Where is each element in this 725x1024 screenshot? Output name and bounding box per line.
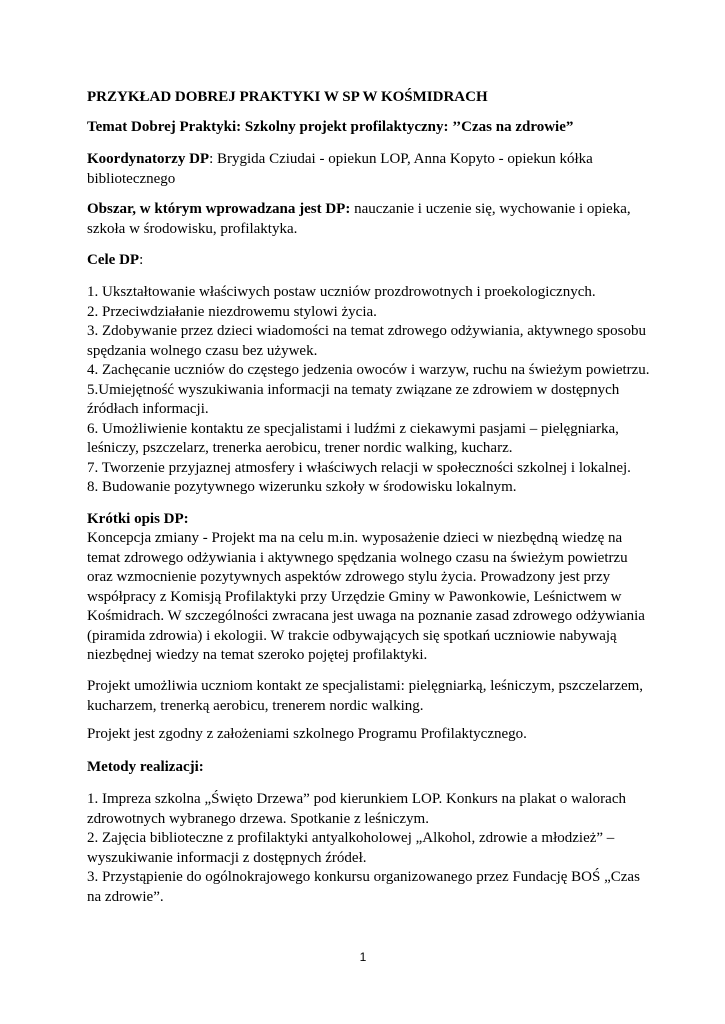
goals-heading: Cele DP: [87, 252, 140, 268]
method-line: na zdrowie”.: [87, 888, 164, 905]
description-paragraph-3: Projekt jest zgodny z założeniami szkolnego Programu Profilaktycznego.: [87, 726, 527, 742]
goal-line: 3. Zdobywanie przez dzieci wiadomości na temat zdrowego odżywiania, aktywnego sposobu: [87, 323, 646, 339]
area-section: [87, 200, 647, 239]
page-number: 1: [359, 950, 367, 964]
goal-line: 2. Przeciwdziałanie niezdrowemu stylowi życia.: [87, 303, 377, 320]
coordinators-section: [87, 150, 647, 189]
description-line: oraz wzmocnienie pozytywnych aspektów zdrowego stylu życia. Prowadzony jest przy: [87, 569, 611, 585]
goal-line: 1. Ukształtowanie właściwych postaw uczniów prozdrowotnych i proekologicznych.: [87, 284, 596, 300]
goal-line: źródłach informacji.: [87, 401, 209, 417]
area-text-1: nauczanie i uczenie się, wychowanie i opieka,: [350, 201, 631, 217]
description-line: współpracy z Komisją Profilaktyki przy Urzędzie Gminy w Pawonkowie, Leśnictwem w: [87, 588, 622, 605]
description-line: kucharzem, trenerką aerobicu, trenerem nordic walking.: [87, 697, 424, 714]
method-line: 1. Impreza szkolna „Święto Drzewa” pod kierunkiem LOP. Konkurs na plakat o walorach: [87, 791, 626, 807]
goal-line: 8. Budowanie pozytywnego wizerunku szkoły w środowisku lokalnym.: [87, 479, 517, 495]
goal-line: 7. Tworzenie przyjaznej atmosfery i właściwych relacji w społeczności szkolnej i lokalnej.: [87, 459, 631, 476]
method-line: 3. Przystąpienie do ogólnokrajowego konkursu organizowanego przez Fundację BOŚ „Czas: [87, 869, 640, 885]
goal-line: leśniczy, pszczelarz, trenerka aerobicu, trener nordic walking, kucharz.: [87, 440, 513, 456]
method-line: 2. Zajęcia biblioteczne z profilaktyki antyalkoholowej „Alkohol, zdrowie a młodzież” –: [87, 830, 615, 846]
description-line: Kośmidrach. W szczególności zwracana jest uwaga na poznanie zasad zdrowego odżywiania: [87, 608, 645, 624]
methods-list: [87, 790, 647, 907]
description-line: temat zdrowego odżywiania i aktywnego spędzania wolnego czasu na świeżym powietrzu: [87, 549, 628, 566]
area-line-1: [87, 200, 647, 220]
description-line: (piramida zdrowia) i ekologii. W trakcie odbywających się spotkań uczniowie nabywają: [87, 627, 617, 644]
goals-colon: :: [139, 252, 144, 268]
description-line: Koncepcja zmiany - Projekt ma na celu m.in. wyposażenie dzieci w niezbędną wiedzę na: [87, 530, 623, 546]
goal-line: 4. Zachęcanie uczniów do częstego jedzenia owoców i warzyw, ruchu na świeżym powietrzu.: [87, 362, 650, 378]
description-paragraph-2: [87, 677, 647, 716]
goals-heading-line: [87, 251, 647, 271]
method-line: zdrowotnych wybranego drzewa. Spotkanie z leśniczym.: [87, 810, 429, 827]
methods-heading: Metody realizacji:: [87, 759, 204, 775]
coordinators-line-1: [87, 150, 647, 170]
coordinators-text-2: bibliotecznego: [87, 170, 176, 187]
description-line: Projekt umożliwia uczniom kontakt ze specjalistami: pielęgniarką, leśniczym, pszczelarzem,: [87, 678, 644, 694]
goal-line: spędzania wolnego czasu bez używek.: [87, 342, 318, 359]
practice-topic: Temat Dobrej Praktyki: Szkolny projekt profilaktyczny: ’’Czas na zdrowie”: [87, 119, 574, 135]
coordinators-label: Koordynatorzy DP: [87, 151, 210, 167]
description-line: niezbędnej wiedzy na temat szeroko pojętej profilaktyki.: [87, 647, 428, 663]
document-title: PRZYKŁAD DOBREJ PRAKTYKI W SP W KOŚMIDRACH: [87, 89, 488, 105]
area-label: Obszar, w którym wprowadzana jest DP:: [87, 201, 351, 217]
goal-line: 6. Umożliwienie kontaktu ze specjalistami i ludźmi z ciekawymi pasjami – pielęgniarka,: [87, 420, 619, 437]
coordinators-text-1: : Brygida Cziudai - opiekun LOP, Anna Kopyto - opiekun kółka: [209, 151, 593, 167]
goal-line: 5.Umiejętność wyszukiwania informacji na tematy związane ze zdrowiem w dostępnych: [87, 381, 620, 398]
area-text-2: szkoła w środowisku, profilaktyka.: [87, 220, 298, 237]
description-heading: Krótki opis DP:: [87, 511, 189, 527]
description-paragraph: [87, 529, 647, 666]
method-line: wyszukiwanie informacji z dostępnych źródeł.: [87, 849, 367, 866]
goals-list: [87, 283, 650, 498]
